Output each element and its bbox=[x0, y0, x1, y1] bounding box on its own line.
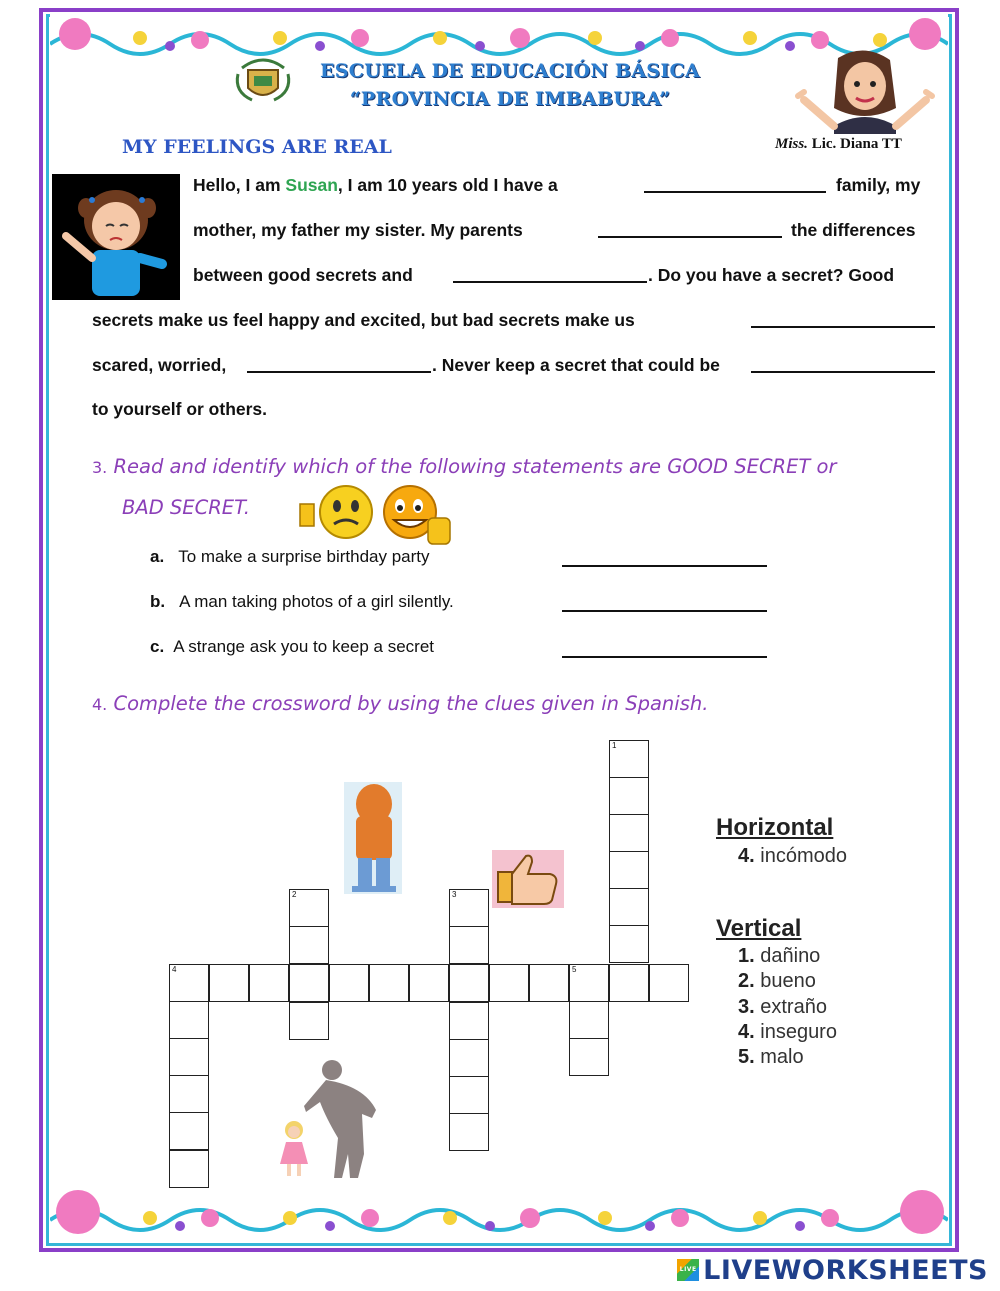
blank-1[interactable] bbox=[644, 177, 826, 193]
blank-3[interactable] bbox=[453, 267, 647, 283]
statement-c: c. A strange ask you to keep a secret bbox=[150, 637, 435, 656]
clues-vertical-title: Vertical bbox=[716, 915, 802, 942]
clue-vertical-4: 4. inseguro bbox=[738, 1021, 837, 1043]
bottom-flower-border bbox=[50, 1182, 948, 1242]
passage-line-3: between good secrets and bbox=[193, 265, 413, 285]
clue-number-2: 2 bbox=[292, 890, 297, 899]
question-4: 4. Complete the crossword by using the clues given in Spanish. bbox=[92, 692, 709, 715]
passage-line-4: secrets make us feel happy and excited, but bad secrets make us bbox=[92, 310, 635, 330]
passage-line-5-mid: . Never keep a secret that could be bbox=[432, 355, 720, 375]
clue-vertical-3: 3. extraño bbox=[738, 996, 827, 1018]
clues-horizontal-title: Horizontal bbox=[716, 814, 834, 841]
clue-vertical-5: 5. malo bbox=[738, 1046, 804, 1068]
answer-line-b[interactable] bbox=[562, 610, 767, 612]
statement-a: a. To make a surprise birthday party bbox=[150, 547, 430, 566]
passage-line-5: scared, worried, bbox=[92, 355, 227, 375]
passage-line-2: mother, my father my sister. My parents bbox=[193, 220, 523, 240]
liveworksheets-text: LIVEWORKSHEETS bbox=[703, 1255, 988, 1286]
blank-2[interactable] bbox=[598, 222, 782, 238]
hooded-person-illustration bbox=[344, 782, 402, 894]
blank-4[interactable] bbox=[751, 312, 935, 328]
passage-line-1-end: family, my bbox=[836, 175, 921, 195]
clue-vertical-2: 2. bueno bbox=[738, 970, 816, 992]
blank-5[interactable] bbox=[247, 357, 431, 373]
teacher-avatar bbox=[786, 48, 946, 134]
passage-line-6: to yourself or others. bbox=[92, 399, 268, 419]
answer-line-a[interactable] bbox=[562, 565, 767, 567]
statement-b: b. A man taking photos of a girl silently. bbox=[150, 592, 454, 611]
clue-number-4: 4 bbox=[172, 965, 177, 974]
school-name-line1: ESCUELA DE EDUCACIÓN BÁSICA bbox=[320, 60, 700, 82]
stranger-and-child-illustration bbox=[276, 1058, 384, 1180]
liveworksheets-badge: LIVE bbox=[677, 1259, 699, 1281]
thumbs-up-icon bbox=[492, 850, 564, 908]
page-frame-inner bbox=[46, 14, 952, 1246]
question-3-line-1: 3. Read and identify which of the following statements are GOOD SECRET or bbox=[92, 455, 837, 478]
question-3-line-2: BAD SECRET. bbox=[122, 496, 250, 519]
school-crest-icon bbox=[232, 48, 294, 108]
answer-line-c[interactable] bbox=[562, 656, 767, 658]
blank-6[interactable] bbox=[751, 357, 935, 373]
clue-vertical-1: 1. dañino bbox=[738, 945, 821, 967]
clue-horizontal-4: 4. incómodo bbox=[738, 845, 847, 867]
sad-girl-illustration bbox=[52, 174, 180, 300]
liveworksheets-logo[interactable] bbox=[677, 1255, 988, 1286]
clue-number-5: 5 bbox=[572, 965, 577, 974]
passage-line-2-end: the differences bbox=[791, 220, 916, 240]
passage-line-1: Hello, I am Susan, I am 10 years old I have a bbox=[193, 175, 558, 195]
teacher-name: Miss. Lic. Diana TT bbox=[775, 136, 902, 152]
passage-line-3-end: . Do you have a secret? Good bbox=[648, 265, 895, 285]
worksheet-title: MY FEELINGS ARE REAL bbox=[122, 136, 392, 158]
clue-number-1: 1 bbox=[612, 741, 617, 750]
school-name-line2: “PROVINCIA DE IMBABURA” bbox=[349, 88, 671, 110]
clue-number-3: 3 bbox=[452, 890, 457, 899]
emoji-thumbs-icons bbox=[294, 482, 464, 548]
